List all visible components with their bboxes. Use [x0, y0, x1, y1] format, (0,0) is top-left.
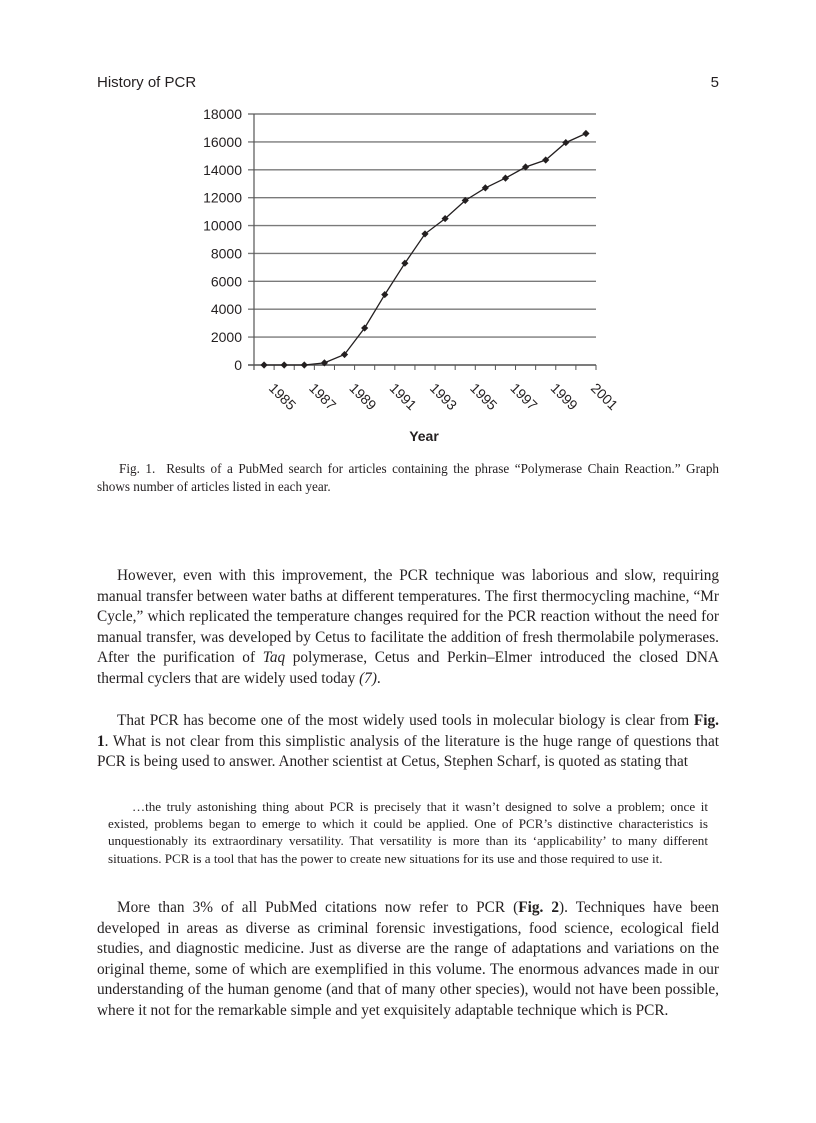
- x-tick-label: 1987: [306, 379, 340, 414]
- y-tick-label: 4000: [210, 301, 242, 318]
- page-number: 5: [710, 74, 719, 91]
- y-axis-tick-labels: [203, 106, 242, 373]
- x-axis-tick-labels: [266, 380, 621, 413]
- x-tick-label: 1989: [346, 379, 380, 414]
- y-tick-label: 10000: [203, 217, 242, 234]
- running-title: History of PCR: [97, 74, 197, 91]
- x-tick-label: 1985: [265, 379, 300, 414]
- paragraph-text: polymerase, Cetus and Perkin–Elmer introduced the closed DNA thermal cyclers that are widely used today: [97, 649, 719, 687]
- x-tick-label: 1995: [467, 379, 501, 414]
- paragraph-thermocyclers: [97, 566, 719, 690]
- paragraph-text: .: [376, 669, 381, 687]
- paragraph-text: That PCR has become one of the most widely used tools in molecular biology is clear from: [117, 712, 694, 729]
- paragraph-text: However, even with this improvement, the PCR technique was laborious and slow, requiring manual transfer between water baths at different temperatures. The first thermocycling machine, “Mr Cycle,” which replicated the temperature changes required for the PCR reaction without the need for manual transfer, was developed by Cetus to facilitate the addition of fresh thermolabile polymerases. After the purification of: [97, 567, 719, 667]
- data-point-marker: [482, 184, 489, 191]
- figure-reference: Fig. 1: [97, 712, 719, 750]
- chart-series-line: [260, 130, 589, 369]
- paragraph-text: More than 3% of all PubMed citations now refer to PCR (: [117, 899, 519, 916]
- data-point-marker: [502, 175, 509, 182]
- figure-caption-text: Results of a PubMed search for articles containing the phrase “Polymerase Chain Reaction.” Graph shows number of articles listed in each year.: [97, 461, 720, 494]
- y-tick-label: 14000: [203, 161, 242, 178]
- block-quote-scharf: …the truly astonishing thing about PCR is precisely that it wasn’t designed to solve a problem; once it existed, problems began to emerge to which it could be applied. One of PCR’s distinctive characteristics is unquestionably its extraordinary versatility. That versatility is more than its ‘applicability’ to many different situations. PCR is a tool that has the power to create new situations for its use and those required to use it.: [108, 799, 708, 866]
- data-point-marker: [301, 361, 308, 368]
- y-tick-label: 8000: [210, 245, 242, 262]
- y-tick-label: 2000: [210, 329, 242, 346]
- y-tick-label: 0: [234, 357, 242, 373]
- y-tick-label: 12000: [203, 189, 242, 206]
- data-point-marker: [582, 130, 589, 137]
- y-tick-label: 18000: [203, 106, 242, 122]
- x-tick-label: 1993: [426, 379, 461, 414]
- y-tick-label: 16000: [203, 133, 242, 150]
- taq-italic-term: Taq: [262, 649, 286, 667]
- figure-caption-label: Fig. 1.: [119, 461, 156, 476]
- x-tick-label: 1991: [386, 379, 420, 414]
- citation-reference: (7): [359, 669, 377, 687]
- data-line: [264, 134, 586, 366]
- x-tick-label: 1997: [507, 379, 541, 414]
- x-tick-label: 2001: [587, 379, 622, 414]
- chart-axes: [248, 114, 596, 370]
- paragraph-text: . What is not clear from this simplistic analysis of the literature is the huge range of questions that PCR is being used to answer. Another scientist at Cetus, Stephen Scharf, is quoted as stating that: [97, 732, 719, 771]
- x-tick-label: 1999: [547, 379, 581, 414]
- data-point-marker: [281, 361, 288, 368]
- figure-1-line-chart: [0, 0, 816, 450]
- figure-reference: Fig. 2: [518, 899, 559, 916]
- y-tick-label: 6000: [210, 273, 242, 290]
- data-point-marker: [381, 291, 388, 298]
- x-axis-label: Year: [409, 428, 439, 444]
- figure-caption: [97, 460, 719, 496]
- paragraph-pubmed-citations: [97, 898, 719, 1022]
- data-point-marker: [260, 361, 267, 368]
- chart-gridlines: [248, 114, 596, 365]
- paragraph-text: ). Techniques have been developed in areas as diverse as criminal forensic investigations, food science, ecological field studies, and diagnostic medicine. Just as diverse are the range of adaptations and variations on the original theme, some of which are exemplified in this volume. The enormous advances made in our understanding of the human genome (and that of many other species), would not have been possible, where it not for the remarkable simple and yet exquisitely adaptable technique which is PCR.: [97, 899, 719, 1019]
- paragraph-pcr-usage: [97, 711, 719, 773]
